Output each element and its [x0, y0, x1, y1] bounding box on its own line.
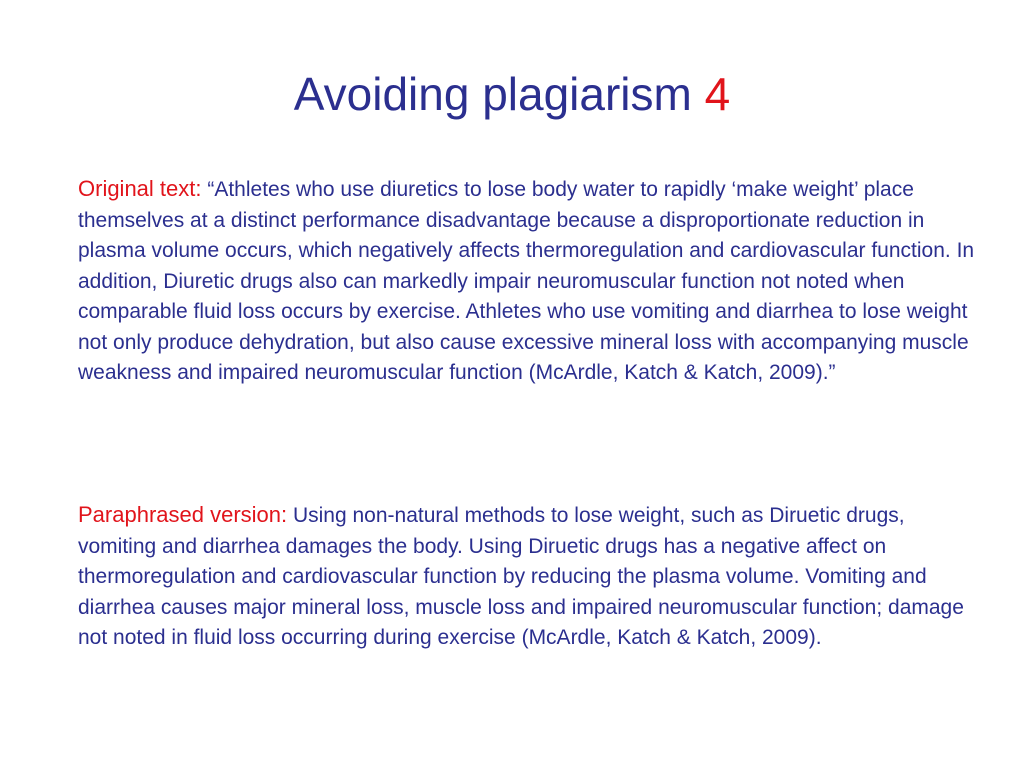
paraphrased-version-body: Using non-natural methods to lose weight, such as Diruetic drugs, vomiting and diarrhea damages the body. Using Diruetic drugs has a negative affect on thermoregulation and cardiovascular function by reducing the plasma volume. Vomiting and diarrhea causes major mineral loss, muscle loss and impaired neuromuscular function; damage not noted in fluid loss occurring during exercise (McArdle, Katch & Katch, 2009).: [78, 504, 964, 649]
slide-title: [0, 66, 1024, 122]
slide-title-text: Avoiding plagiarism: [293, 68, 692, 120]
slide-title-number: 4: [704, 68, 731, 120]
original-text-label: Original text:: [78, 176, 202, 201]
paraphrased-version-label: Paraphrased version:: [78, 502, 288, 527]
original-text-body: “Athletes who use diuretics to lose body water to rapidly ‘make weight’ place themselves at a distinct performance disadvantage because a disproportionate reduction in plasma volume occurs, which negatively affects thermoregulation and cardiovascular function. In addition, Diuretic drugs also can markedly impair neuromuscular function not noted when comparable fluid loss occurs by exercise. Athletes who use vomiting and diarrhea to lose weight not only produce dehydration, but also cause excessive mineral loss with accompanying muscle weakness and impaired neuromuscular function (McArdle, Katch & Katch, 2009).”: [78, 178, 975, 384]
original-text-block: [78, 174, 978, 389]
paraphrased-version-block: [78, 500, 978, 654]
